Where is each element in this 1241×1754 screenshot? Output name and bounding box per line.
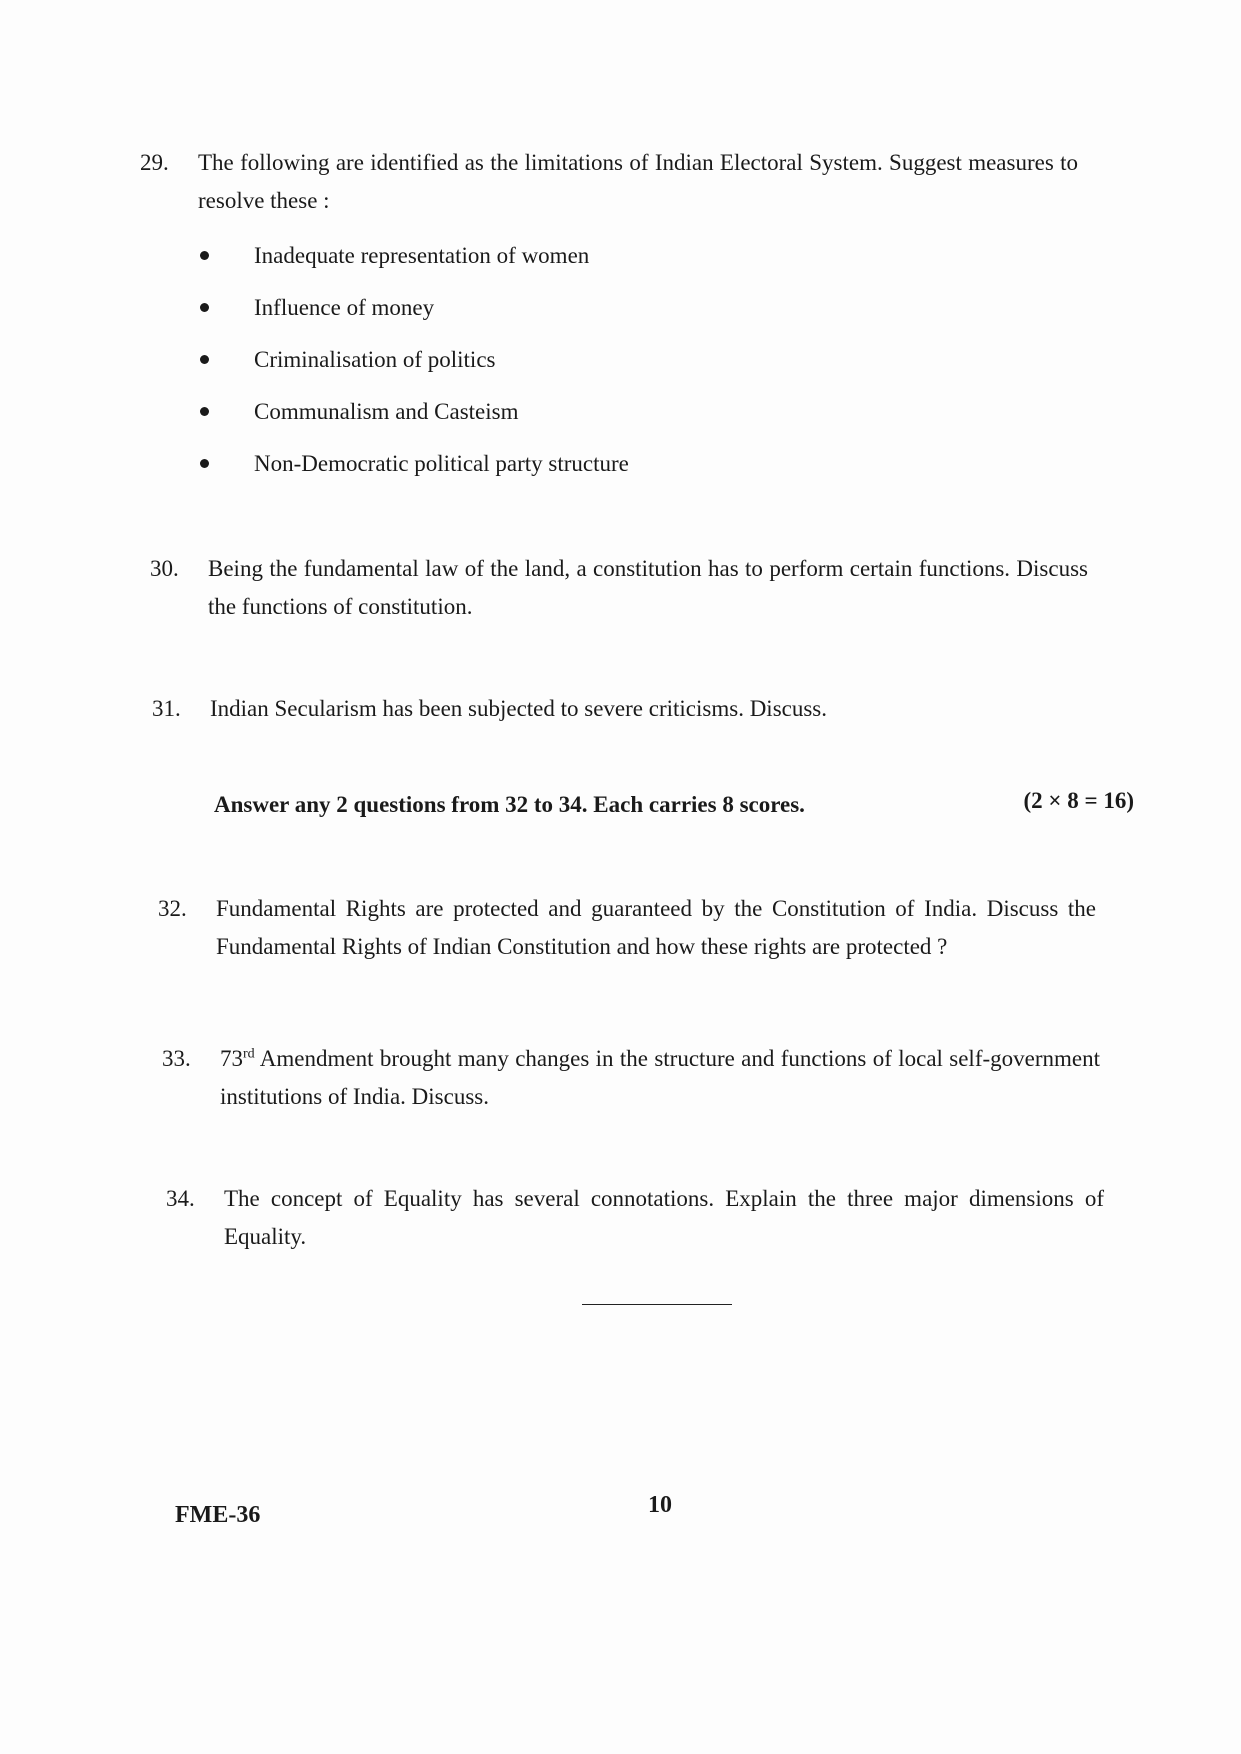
bullet-icon: [200, 251, 209, 260]
question-number: 32.: [158, 896, 187, 921]
bullet-icon: [200, 303, 209, 312]
list-item: [196, 334, 1078, 386]
question-text: Being the fundamental law of the land, a constitution has to perform certain functions. Discuss the functions of constitution.: [208, 556, 1088, 619]
list-item-text: Criminalisation of politics: [254, 347, 496, 372]
list-item-text: Influence of money: [254, 295, 435, 320]
page-number: 10: [648, 1492, 672, 1518]
question-text-body: Amendment brought many changes in the structure and functions of local self-government institutions of India. Discuss.: [220, 1046, 1100, 1109]
section-instruction: [214, 788, 1134, 818]
paper-code: FME-36: [175, 1502, 261, 1528]
question-33: [162, 1040, 1100, 1116]
question-text: [220, 1040, 1100, 1116]
question-text: The concept of Equality has several connotations. Explain the three major dimensions of Equality.: [224, 1186, 1104, 1249]
list-item: [196, 230, 1078, 282]
end-divider: [582, 1304, 732, 1305]
question-number: 34.: [166, 1186, 195, 1211]
question-text: Indian Secularism has been subjected to severe criticisms. Discuss.: [210, 696, 828, 721]
question-number: 33.: [162, 1046, 191, 1071]
marks-allocation: (2 × 8 = 16): [1023, 788, 1134, 813]
list-item-text: Inadequate representation of women: [254, 243, 590, 268]
list-item-text: Non-Democratic political party structure: [254, 451, 629, 476]
bullet-icon: [200, 355, 209, 364]
instruction-text: Answer any 2 questions from 32 to 34. Each carries 8 scores.: [214, 792, 805, 817]
question-number: 29.: [140, 150, 169, 175]
list-item: [196, 386, 1078, 438]
amendment-number: 73: [220, 1046, 243, 1071]
question-30: [150, 550, 1088, 626]
question-29: [140, 144, 1078, 490]
question-number: 30.: [150, 556, 179, 581]
question-text: The following are identified as the limitations of Indian Electoral System. Suggest measures to resolve these :: [198, 150, 1078, 213]
question-number: 31.: [152, 696, 181, 721]
question-text: Fundamental Rights are protected and guaranteed by the Constitution of India. Discuss the Fundamental Rights of Indian Constitution and how these rights are protected ?: [216, 896, 1096, 959]
bullet-icon: [200, 459, 209, 468]
question-32: [158, 890, 1096, 966]
list-item: [196, 282, 1078, 334]
ordinal-suffix: rd: [243, 1046, 255, 1062]
bullet-icon: [200, 407, 209, 416]
question-34: [166, 1180, 1104, 1256]
list-item-text: Communalism and Casteism: [254, 399, 519, 424]
question-31: [152, 690, 1090, 728]
bullet-list: [196, 230, 1078, 490]
list-item: [196, 438, 1078, 490]
